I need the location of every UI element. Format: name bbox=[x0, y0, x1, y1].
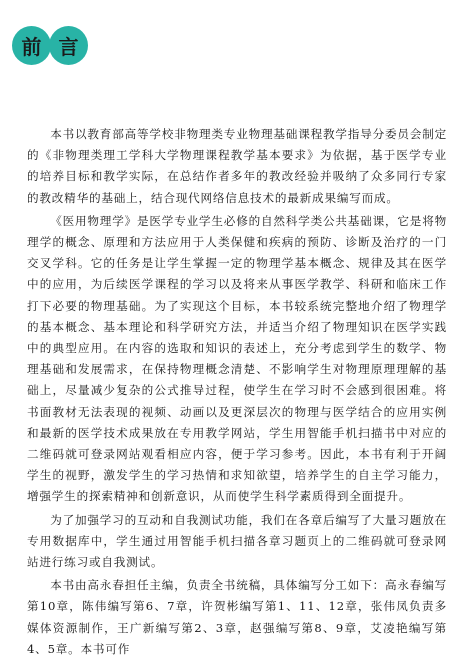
preface-body bbox=[27, 124, 447, 662]
preface-title bbox=[12, 26, 88, 65]
paragraph-2: 《医用物理学》是医学专业学生必修的自然科学类公共基础课，它是将物理学的概念、原理和方法应用于人类保健和疾病的预防、诊断及治疗的一门交叉学科。它的任务是让学生掌握一定的物理学基本概念、规律及其在医学中的应用，为后续医学课程的学习以及将来从事医学教学、科研和临床工作打下必要的物理基础。为了实现这个目标，本书较系统完整地介绍了物理学的基本概念、基本理论和科学研究方法，并适当介绍了物理知识在医学实践中的典型应用。在内容的选取和知识的表述上，充分考虑到学生的数学、物理基础和发展需求，在保持物理概念清楚、不影响学生对物理原理理解的基础上，尽量减少复杂的公式推导过程，使学生在学习时不会感到很困难。将书面教材无法表现的视频、动画以及更深层次的物理与医学结合的应用实例和最新的医学技术成果放在专用教学网站，学生用智能手机扫描书中对应的二维码就可登录网站观看相应内容，便于学习参考。因此，本书有利于开阔学生的视野，激发学生的学习热情和求知欲望，培养学生的自主学习能力，增强学生的探索精神和创新意识，从而使学生科学素质得到全面提升。 bbox=[27, 213, 447, 504]
title-char-1: 前 bbox=[12, 26, 51, 65]
paragraph-1: 本书以教育部高等学校非物理类专业物理基础课程教学指导分委员会制定的《非物理类理工学科大学物理课程教学基本要求》为依据，基于医学专业的培养目标和教学实际，在总结作者多年的教改经验并吸纳了众多同行专家的教改精华的基础上，结合现代网络信息技术的最新成果编写而成。 bbox=[27, 127, 447, 205]
title-char-2: 言 bbox=[49, 26, 88, 65]
paragraph-4: 本书由高永春担任主编，负责全书统稿，具体编写分工如下：高永春编写第10章，陈伟编写第6、7章，许贺彬编写第1、11、12章，张伟凤负责多媒体资源制作，王广新编写第2、3章，赵强编写第8、9章，艾凌艳编写第4、5章。本书可作 bbox=[27, 578, 447, 656]
paragraph-3: 为了加强学习的互动和自我测试功能，我们在各章后编写了大量习题放在专用数据库中，学生通过用智能手机扫描各章习题页上的二维码就可登录网站进行练习或自我测试。 bbox=[27, 512, 447, 570]
